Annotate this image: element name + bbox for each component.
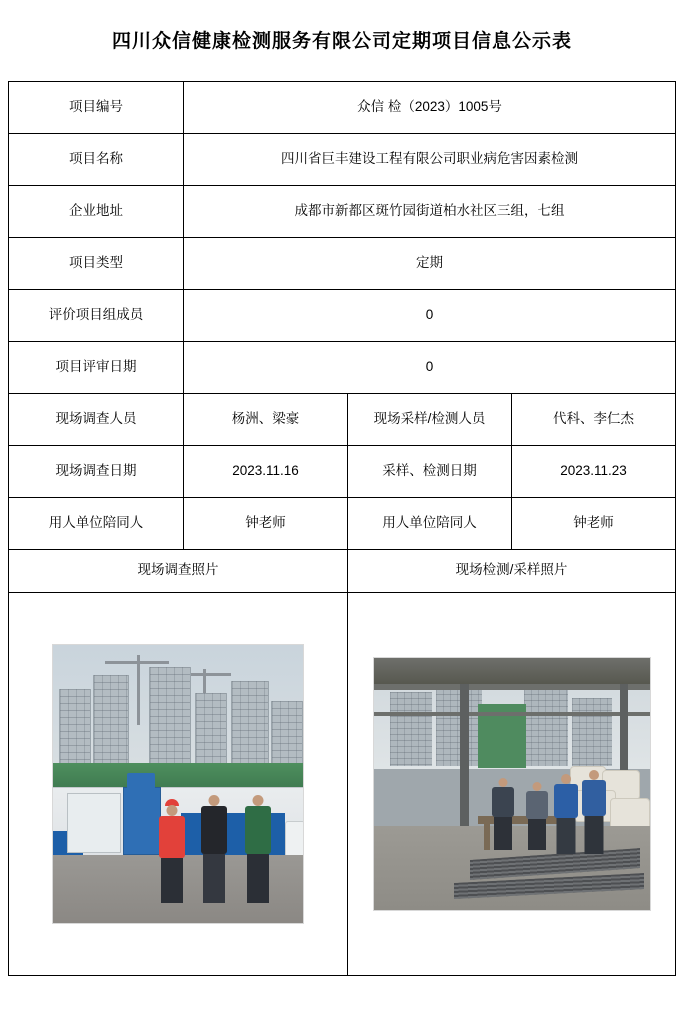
photo-person [243, 795, 273, 903]
table-row [9, 497, 676, 549]
row-value-survey-staff: 杨洲、梁豪 [184, 393, 348, 445]
row-value-accompany-sampling: 钟老师 [512, 497, 676, 549]
row-value-sampling-staff: 代科、李仁杰 [512, 393, 676, 445]
row-value-accompany-survey: 钟老师 [184, 497, 348, 549]
row-value-project-number: 众信 检（2023）1005号 [184, 81, 676, 133]
photo-sampling-image [373, 657, 651, 911]
row-label-accompany-survey: 用人单位陪同人 [9, 497, 184, 549]
photo-person [580, 770, 608, 854]
row-value-company-address: 成都市新都区斑竹园街道柏水社区三组，七组 [184, 185, 676, 237]
photo-person [490, 778, 516, 850]
row-label-company-address: 企业地址 [9, 185, 184, 237]
row-value-project-type: 定期 [184, 237, 676, 289]
table-row [9, 237, 676, 289]
table-row [9, 133, 676, 185]
photo-cell-survey [9, 592, 348, 975]
row-value-evaluation-team: 0 [184, 289, 676, 341]
photo-survey-container [13, 593, 343, 975]
table-row [9, 549, 676, 592]
photo-person [199, 795, 229, 903]
photo-survey-image [52, 644, 304, 924]
table-row [9, 445, 676, 497]
row-value-review-date: 0 [184, 341, 676, 393]
photo-header-sampling: 现场检测/采样照片 [348, 549, 676, 592]
table-row [9, 393, 676, 445]
table-row [9, 185, 676, 237]
row-label-survey-date: 现场调查日期 [9, 445, 184, 497]
row-label-project-number: 项目编号 [9, 81, 184, 133]
photo-person [524, 782, 550, 850]
row-label-survey-staff: 现场调查人员 [9, 393, 184, 445]
row-value-survey-date: 2023.11.16 [184, 445, 348, 497]
row-label-project-type: 项目类型 [9, 237, 184, 289]
row-label-sampling-staff: 现场采样/检测人员 [348, 393, 512, 445]
photo-cell-sampling [348, 592, 676, 975]
photo-header-survey: 现场调查照片 [9, 549, 348, 592]
photo-person [552, 774, 580, 854]
photo-sampling-container [352, 593, 671, 975]
row-label-sampling-date: 采样、检测日期 [348, 445, 512, 497]
row-label-review-date: 项目评审日期 [9, 341, 184, 393]
table-row [9, 592, 676, 975]
table-row [9, 341, 676, 393]
row-value-sampling-date: 2023.11.23 [512, 445, 676, 497]
table-row [9, 289, 676, 341]
photo-person [157, 799, 187, 903]
table-row [9, 81, 676, 133]
row-label-accompany-sampling: 用人单位陪同人 [348, 497, 512, 549]
project-info-table [8, 81, 676, 976]
row-value-project-name: 四川省巨丰建设工程有限公司职业病危害因素检测 [184, 133, 676, 185]
page-title: 四川众信健康检测服务有限公司定期项目信息公示表 [111, 31, 572, 52]
row-label-evaluation-team: 评价项目组成员 [9, 289, 184, 341]
row-label-project-name: 项目名称 [9, 133, 184, 185]
